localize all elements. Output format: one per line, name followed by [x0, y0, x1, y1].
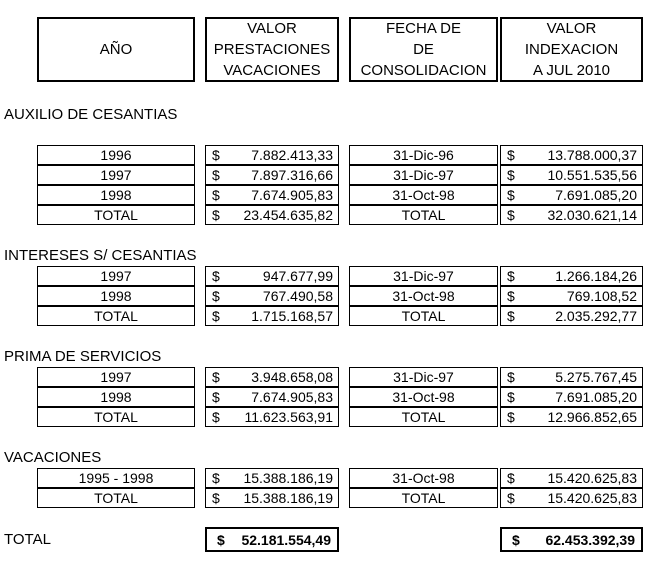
currency-sign: $ — [212, 369, 220, 385]
section-title: INTERESES S/ CESANTIAS — [4, 247, 197, 264]
header-anio — [37, 17, 195, 82]
currency-sign: $ — [212, 147, 220, 163]
currency-sign: $ — [507, 187, 515, 203]
index-amount: 15.420.625,83 — [547, 490, 637, 506]
row-valor — [205, 468, 339, 488]
header-line: DE — [413, 41, 434, 58]
row-fecha: 31-Oct-98 — [349, 286, 498, 306]
index-amount: 10.551.535,56 — [547, 167, 637, 183]
currency-sign: $ — [212, 187, 220, 203]
currency-sign: $ — [507, 490, 515, 506]
row-fecha: 31-Dic-97 — [349, 367, 498, 387]
header-line: PRESTACIONES — [213, 41, 331, 58]
currency-sign: $ — [217, 531, 225, 548]
header-line: A JUL 2010 — [533, 62, 610, 79]
row-fecha: 31-Dic-97 — [349, 266, 498, 286]
currency-sign: $ — [507, 167, 515, 183]
currency-sign: $ — [507, 288, 515, 304]
row-year: 1996 — [37, 145, 195, 165]
header-line: FECHA DE — [385, 20, 461, 37]
row-valor-total — [205, 488, 339, 508]
row-valor — [205, 185, 339, 205]
valor-amount: 1.715.168,57 — [251, 308, 333, 324]
index-amount: 32.030.621,14 — [547, 207, 637, 223]
index-amount: 7.691.085,20 — [555, 187, 637, 203]
grand-total-index — [500, 527, 643, 552]
index-amount: 769.108,52 — [566, 288, 637, 304]
row-index — [500, 185, 643, 205]
header-anio-line: AÑO — [99, 41, 133, 58]
row-valor — [205, 387, 339, 407]
valor-amount: 15.388.186,19 — [243, 470, 333, 486]
currency-sign: $ — [507, 147, 515, 163]
row-index-total — [500, 205, 643, 225]
row-valor-total — [205, 205, 339, 225]
row-index — [500, 145, 643, 165]
index-amount: 5.275.767,45 — [555, 369, 637, 385]
header-line: INDEXACION — [524, 41, 619, 58]
valor-amount: 11.623.563,91 — [244, 409, 333, 425]
valor-amount: 7.674.905,83 — [251, 187, 333, 203]
section-title: VACACIONES — [4, 449, 102, 466]
index-amount: 15.420.625,83 — [547, 470, 637, 486]
currency-sign: $ — [212, 308, 220, 324]
header-line: VACACIONES — [223, 62, 321, 79]
index-amount: 7.691.085,20 — [555, 389, 637, 405]
row-index — [500, 367, 643, 387]
row-index — [500, 468, 643, 488]
section-title: PRIMA DE SERVICIOS — [4, 348, 162, 365]
header-valor-indexacion — [500, 17, 643, 82]
row-valor-total — [205, 306, 339, 326]
grand-total-index-amount: 62.453.392,39 — [545, 531, 635, 548]
currency-sign: $ — [212, 470, 220, 486]
row-valor-total — [205, 407, 339, 427]
currency-sign: $ — [507, 409, 515, 425]
currency-sign: $ — [507, 268, 515, 284]
row-fecha-total: TOTAL — [349, 205, 498, 225]
row-year-total: TOTAL — [37, 306, 195, 326]
valor-amount: 7.674.905,83 — [251, 389, 333, 405]
currency-sign: $ — [507, 389, 515, 405]
row-valor — [205, 266, 339, 286]
currency-sign: $ — [507, 308, 515, 324]
row-fecha: 31-Dic-96 — [349, 145, 498, 165]
currency-sign: $ — [212, 490, 220, 506]
currency-sign: $ — [507, 369, 515, 385]
index-amount: 2.035.292,77 — [555, 308, 637, 324]
grand-total-valor — [205, 527, 339, 552]
currency-sign: $ — [212, 207, 220, 223]
row-index — [500, 165, 643, 185]
row-index — [500, 266, 643, 286]
currency-sign: $ — [212, 268, 220, 284]
valor-amount: 947.677,99 — [262, 268, 333, 284]
header-line: VALOR — [247, 20, 297, 37]
row-year: 1998 — [37, 387, 195, 407]
row-index-total — [500, 488, 643, 508]
grand-total-label: TOTAL — [4, 531, 51, 548]
currency-sign: $ — [507, 470, 515, 486]
header-line: VALOR — [546, 20, 597, 37]
row-year-total: TOTAL — [37, 488, 195, 508]
row-fecha-total: TOTAL — [349, 407, 498, 427]
row-valor — [205, 367, 339, 387]
row-fecha: 31-Oct-98 — [349, 387, 498, 407]
row-year: 1997 — [37, 165, 195, 185]
currency-sign: $ — [512, 531, 520, 548]
currency-sign: $ — [507, 207, 515, 223]
row-year: 1997 — [37, 367, 195, 387]
row-valor — [205, 286, 339, 306]
row-index — [500, 286, 643, 306]
row-year: 1998 — [37, 185, 195, 205]
valor-amount: 3.948.658,08 — [251, 369, 333, 385]
header-valor-prestaciones — [205, 17, 339, 82]
currency-sign: $ — [212, 288, 220, 304]
header-fecha — [349, 17, 498, 82]
row-index-total — [500, 407, 643, 427]
row-fecha-total: TOTAL — [349, 488, 498, 508]
index-amount: 13.788.000,37 — [547, 147, 637, 163]
row-index-total — [500, 306, 643, 326]
valor-amount: 7.897.316,66 — [251, 167, 333, 183]
row-year: 1998 — [37, 286, 195, 306]
row-year-total: TOTAL — [37, 407, 195, 427]
valor-amount: 15.388.186,19 — [243, 490, 333, 506]
row-year: 1995 - 1998 — [37, 468, 195, 488]
row-year-total: TOTAL — [37, 205, 195, 225]
valor-amount: 7.882.413,33 — [251, 147, 333, 163]
row-fecha: 31-Dic-97 — [349, 165, 498, 185]
row-fecha: 31-Oct-98 — [349, 468, 498, 488]
row-year: 1997 — [37, 266, 195, 286]
grand-total-valor-amount: 52.181.554,49 — [241, 531, 331, 548]
section-title: AUXILIO DE CESANTIAS — [4, 106, 178, 123]
currency-sign: $ — [212, 389, 220, 405]
row-valor — [205, 145, 339, 165]
valor-amount: 767.490,58 — [262, 288, 333, 304]
row-valor — [205, 165, 339, 185]
index-amount: 12.966.852,65 — [547, 409, 637, 425]
currency-sign: $ — [212, 167, 220, 183]
valor-amount: 23.454.635,82 — [243, 207, 333, 223]
row-index — [500, 387, 643, 407]
index-amount: 1.266.184,26 — [555, 268, 637, 284]
row-fecha: 31-Oct-98 — [349, 185, 498, 205]
row-fecha-total: TOTAL — [349, 306, 498, 326]
header-line: CONSOLIDACION — [360, 62, 487, 79]
currency-sign: $ — [212, 409, 220, 425]
